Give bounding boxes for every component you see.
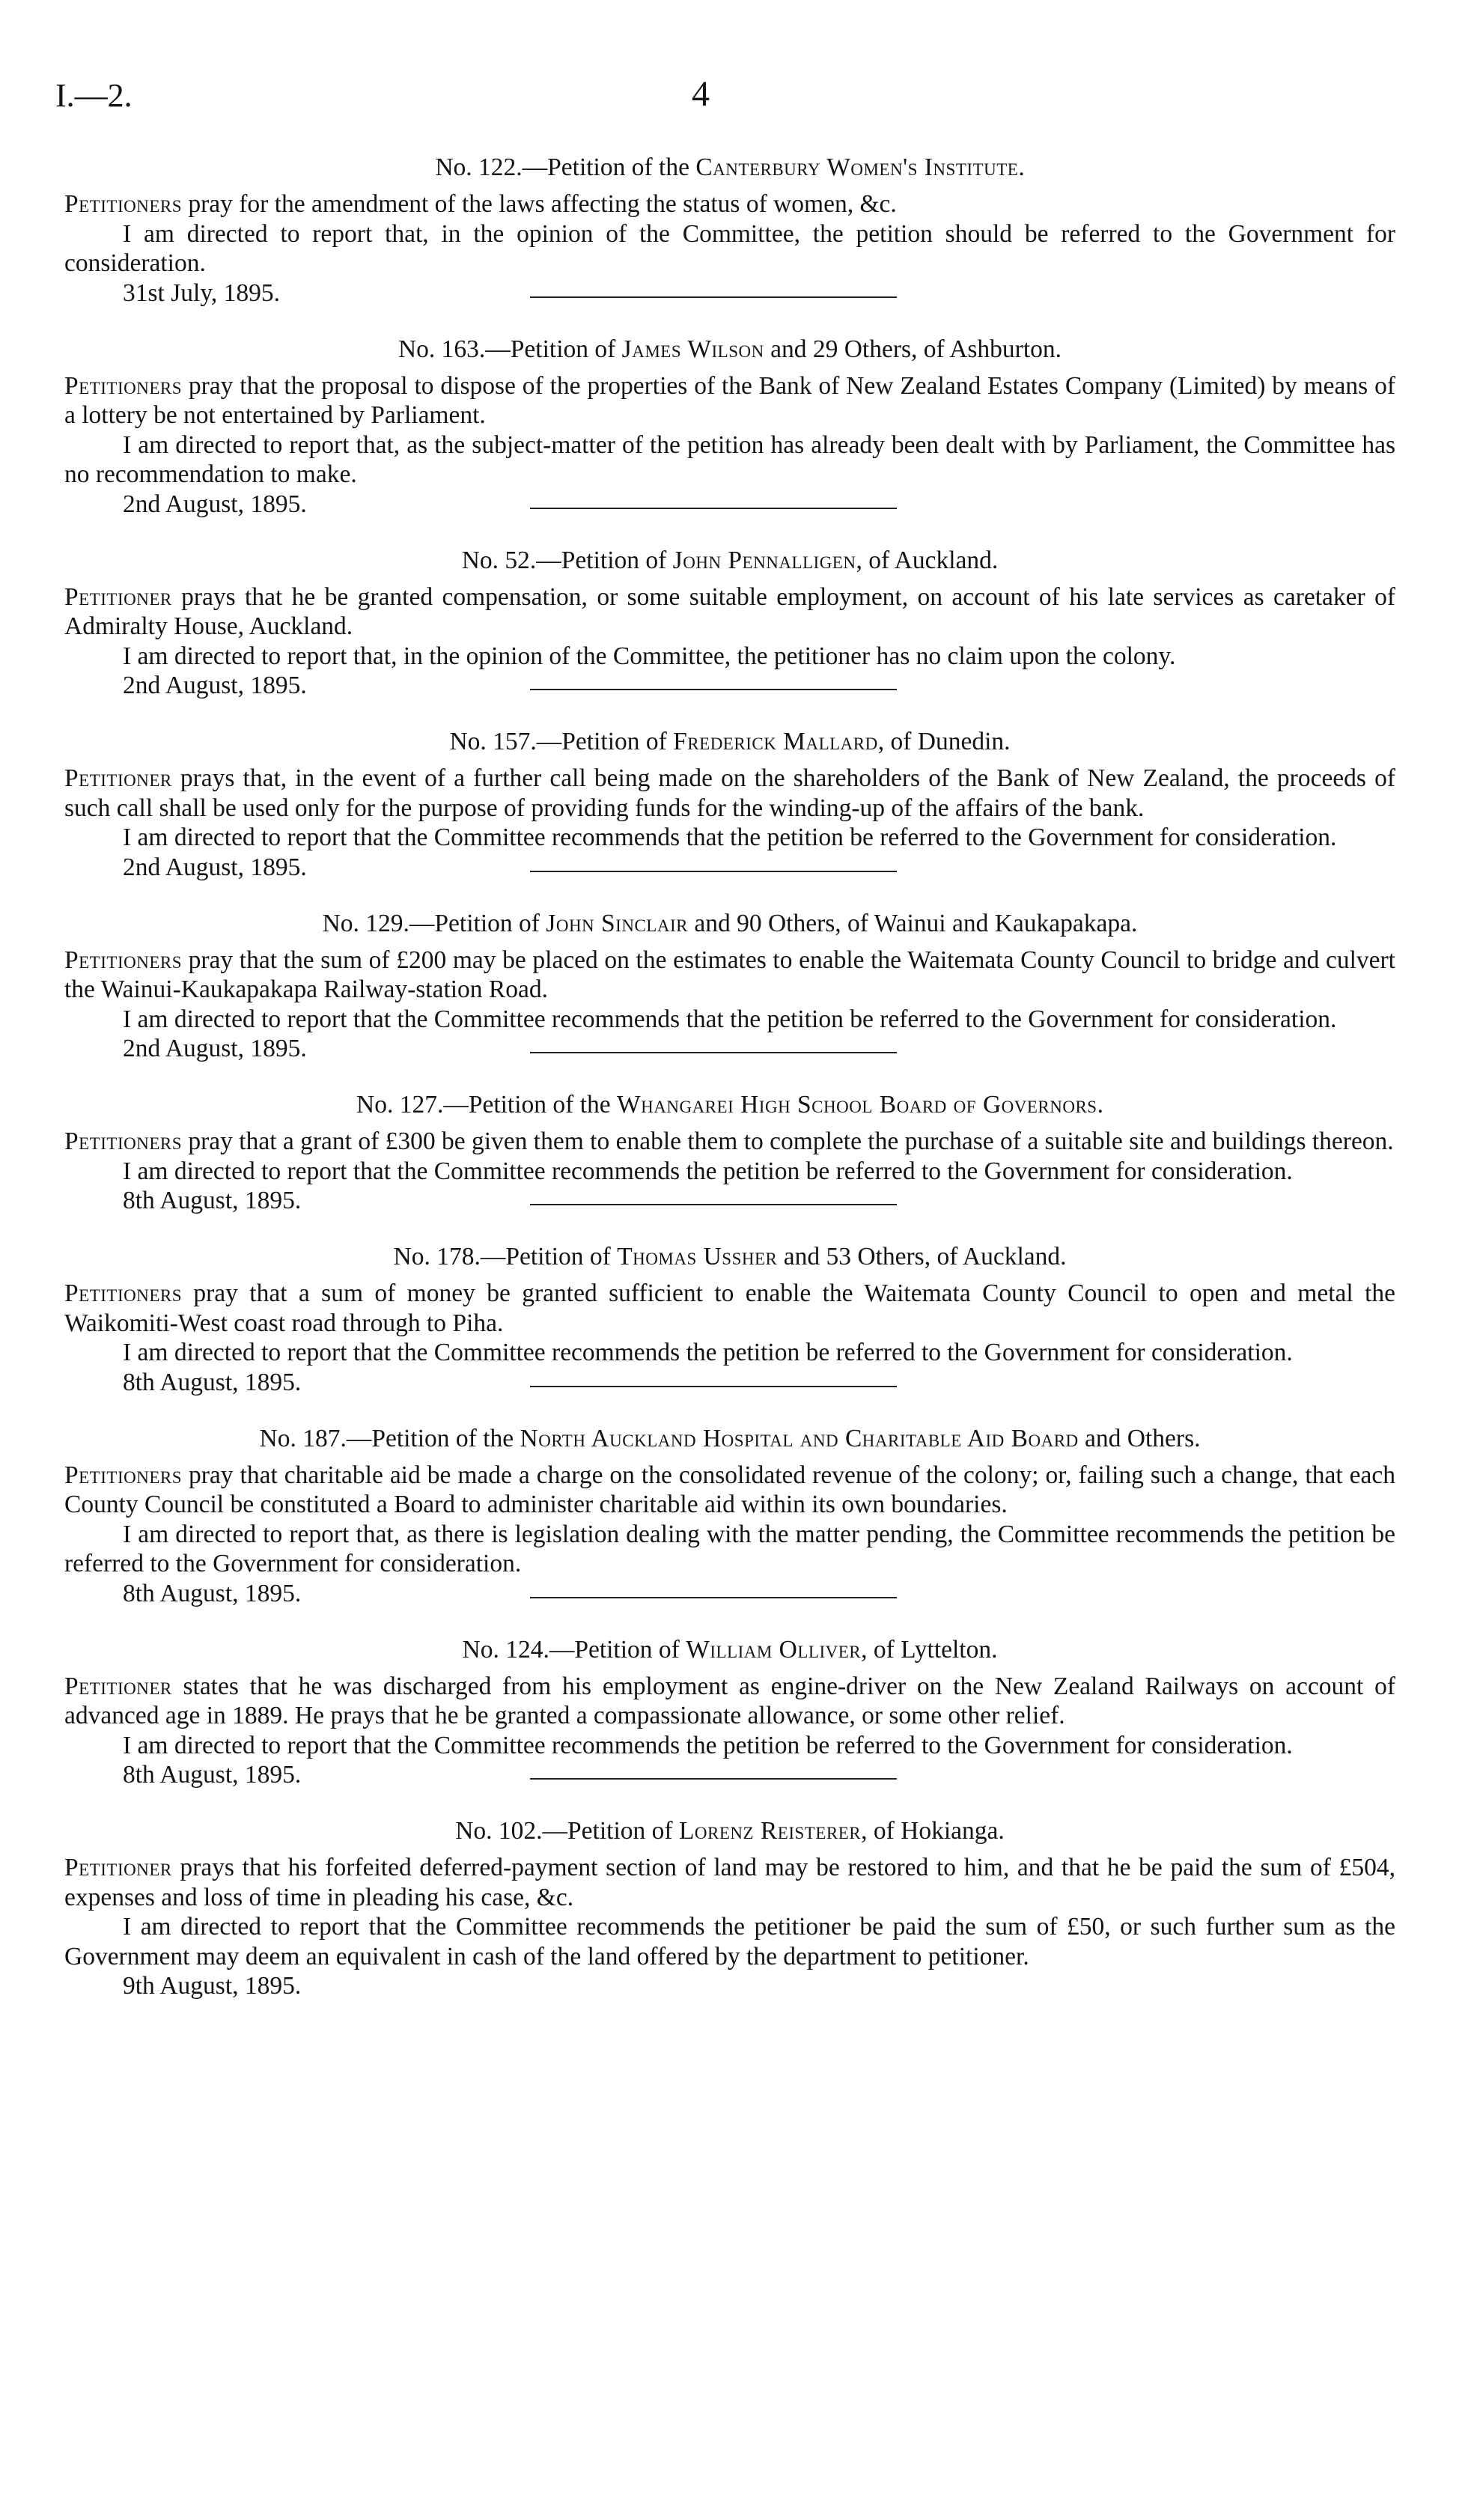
separator-rule	[530, 1778, 897, 1780]
report-date: 8th August, 1895.	[123, 1761, 302, 1789]
petition-title: No. 178.—Petition of Thomas Ussher and 53 Others, of Auckland.	[393, 1243, 1067, 1270]
petition-dateline	[64, 1034, 1395, 1066]
petition-dateline	[64, 1579, 1395, 1611]
petitioner-name: Thomas Ussher	[617, 1243, 778, 1270]
petition-prayer: Petitioners pray for the amendment of the laws affecting the status of women, &c.	[64, 190, 897, 218]
petition-dateline	[64, 1760, 1395, 1792]
petition-prayer: Petitioner prays that he be granted compensation, or some suitable employment, on account of his late services as caretaker of Admiralty House, Auckland.	[64, 582, 1395, 640]
paper-reference: I.—2.	[55, 77, 133, 114]
petition-title: No. 122.—Petition of the Canterbury Women's Institute.	[435, 153, 1025, 181]
petition-entry	[64, 1089, 1395, 1218]
separator-rule	[530, 296, 897, 298]
petition-entry	[64, 545, 1395, 704]
petition-title: No. 127.—Petition of the Whangarei High School Board of Governors.	[356, 1091, 1103, 1119]
petitioner-name: James Wilson	[621, 335, 764, 363]
petition-prayer: Petitioner prays that, in the event of a further call being made on the shareholders of the Bank of New Zealand, the proceeds of such call shall be used only for the purpose of providing funds for the winding-up of the affairs of the bank.	[64, 764, 1395, 822]
report-date: 8th August, 1895.	[123, 1579, 302, 1607]
petition-title: No. 187.—Petition of the North Auckland Hospital and Charitable Aid Board and Others.	[259, 1424, 1201, 1452]
petition-entry	[64, 334, 1395, 522]
petition-dateline	[64, 1971, 1395, 2003]
petition-title: No. 102.—Petition of Lorenz Reisterer, of Hokianga.	[455, 1817, 1005, 1845]
petition-prayer: Petitioner states that he was discharged from his employment as engine-driver on the New Zealand Railways on account of advanced age in 1889. He prays that he be granted a compassionate allowance, or some other relief.	[64, 1672, 1395, 1729]
petitioner-name: Frederick Mallard	[673, 728, 878, 755]
page-number: 4	[692, 74, 710, 114]
petition-entry	[64, 908, 1395, 1067]
petition-dateline	[64, 279, 1395, 311]
committee-report: I am directed to report that the Committee recommends the petitioner be paid the sum of £50, or such further sum as the Government may deem an equivalent in cash of the land offered by the department to petitioner.	[64, 1913, 1395, 1970]
petition-prayer: Petitioners pray that charitable aid be made a charge on the consolidated revenue of the colony; or, failing such a change, that each County Council be constituted a Board to administer charitable aid within its own boundaries.	[64, 1461, 1395, 1518]
petition-dateline	[64, 1368, 1395, 1400]
report-date: 9th August, 1895.	[123, 1972, 302, 2000]
separator-rule	[530, 1204, 897, 1205]
petitioner-name: John Sinclair	[546, 909, 688, 937]
petition-dateline	[64, 490, 1395, 522]
petition-entry	[64, 1634, 1395, 1793]
separator-rule	[530, 508, 897, 509]
petition-entry	[64, 726, 1395, 885]
separator-rule	[530, 1386, 897, 1387]
committee-report: I am directed to report that, in the opinion of the Committee, the petitioner has no claim upon the colony.	[123, 642, 1176, 670]
committee-report: I am directed to report that, as there is legislation dealing with the matter pending, the Committee recommends the petition be referred to the Government for consideration.	[64, 1520, 1395, 1577]
petition-title: No. 157.—Petition of Frederick Mallard, of Dunedin.	[449, 728, 1011, 755]
separator-rule	[530, 689, 897, 690]
petition-prayer: Petitioner prays that his forfeited deferred-payment section of land may be restored to him, and that he be paid the sum of £504, expenses and loss of time in pleading his case, &c.	[64, 1854, 1395, 1911]
petitioner-name: North Auckland Hospital and Charitable Aid Board	[520, 1424, 1079, 1452]
committee-report: I am directed to report that, in the opinion of the Committee, the petition should be referred to the Government for consideration.	[64, 219, 1395, 277]
petition-title: No. 129.—Petition of John Sinclair and 90 Others, of Wainui and Kaukapakapa.	[322, 909, 1138, 937]
separator-rule	[530, 1052, 897, 1053]
page-header	[0, 0, 1468, 150]
petition-title: No. 52.—Petition of John Pennalligen, of Auckland.	[461, 546, 999, 574]
petition-title: No. 163.—Petition of James Wilson and 29 Others, of Ashburton.	[398, 335, 1062, 363]
petitioner-name: Canterbury Women's Institute	[695, 153, 1019, 181]
report-date: 2nd August, 1895.	[123, 853, 307, 881]
committee-report: I am directed to report that the Committee recommends that the petition be referred to the Government for consideration.	[123, 1005, 1337, 1033]
petition-dateline	[64, 671, 1395, 703]
separator-rule	[530, 1597, 897, 1598]
report-date: 31st July, 1895.	[123, 279, 281, 307]
committee-report: I am directed to report that, as the subject-matter of the petition has already been dealt with by Parliament, the Committee has no recommendation to make.	[64, 430, 1395, 488]
petitions-list	[64, 152, 1395, 2003]
report-date: 8th August, 1895.	[123, 1187, 302, 1214]
committee-report: I am directed to report that the Committee recommends the petition be referred to the Government for consideration.	[123, 1339, 1293, 1366]
petition-entry	[64, 1241, 1395, 1400]
report-date: 2nd August, 1895.	[123, 1035, 307, 1062]
petition-title: No. 124.—Petition of William Olliver, of Lyttelton.	[462, 1635, 998, 1664]
petitioner-name: Whangarei High School Board of Governors	[617, 1091, 1097, 1119]
petition-prayer: Petitioners pray that a sum of money be granted sufficient to enable the Waitemata County Council to open and metal the Waikomiti-West coast road through to Piha.	[64, 1279, 1395, 1337]
committee-report: I am directed to report that the Committee recommends the petition be referred to the Government for consideration.	[123, 1157, 1293, 1185]
petition-entry	[64, 1423, 1395, 1611]
petition-entry	[64, 1816, 1395, 2003]
petition-prayer: Petitioners pray that a grant of £300 be given them to enable them to complete the purchase of a suitable site and buildings thereon.	[64, 1127, 1394, 1155]
petition-dateline	[64, 1186, 1395, 1218]
committee-report: I am directed to report that the Committee recommends the petition be referred to the Government for consideration.	[123, 1731, 1293, 1759]
petitioner-name: William Olliver	[686, 1635, 862, 1664]
separator-rule	[530, 871, 897, 872]
petition-entry	[64, 152, 1395, 311]
petitioner-name: John Pennalligen	[672, 546, 856, 574]
petition-prayer: Petitioners pray that the proposal to dispose of the properties of the Bank of New Zealand Estates Company (Limited) by means of a lottery be not entertained by Parliament.	[64, 371, 1395, 429]
petitioner-name: Lorenz Reisterer	[678, 1817, 862, 1845]
report-date: 8th August, 1895.	[123, 1368, 302, 1396]
petition-dateline	[64, 853, 1395, 885]
report-date: 2nd August, 1895.	[123, 672, 307, 699]
petition-prayer: Petitioners pray that the sum of £200 may be placed on the estimates to enable the Waitemata County Council to bridge and culvert the Wainui-Kaukapakapa Railway-station Road.	[64, 946, 1395, 1003]
committee-report: I am directed to report that the Committee recommends that the petition be referred to the Government for consideration.	[123, 824, 1337, 851]
report-date: 2nd August, 1895.	[123, 490, 307, 518]
